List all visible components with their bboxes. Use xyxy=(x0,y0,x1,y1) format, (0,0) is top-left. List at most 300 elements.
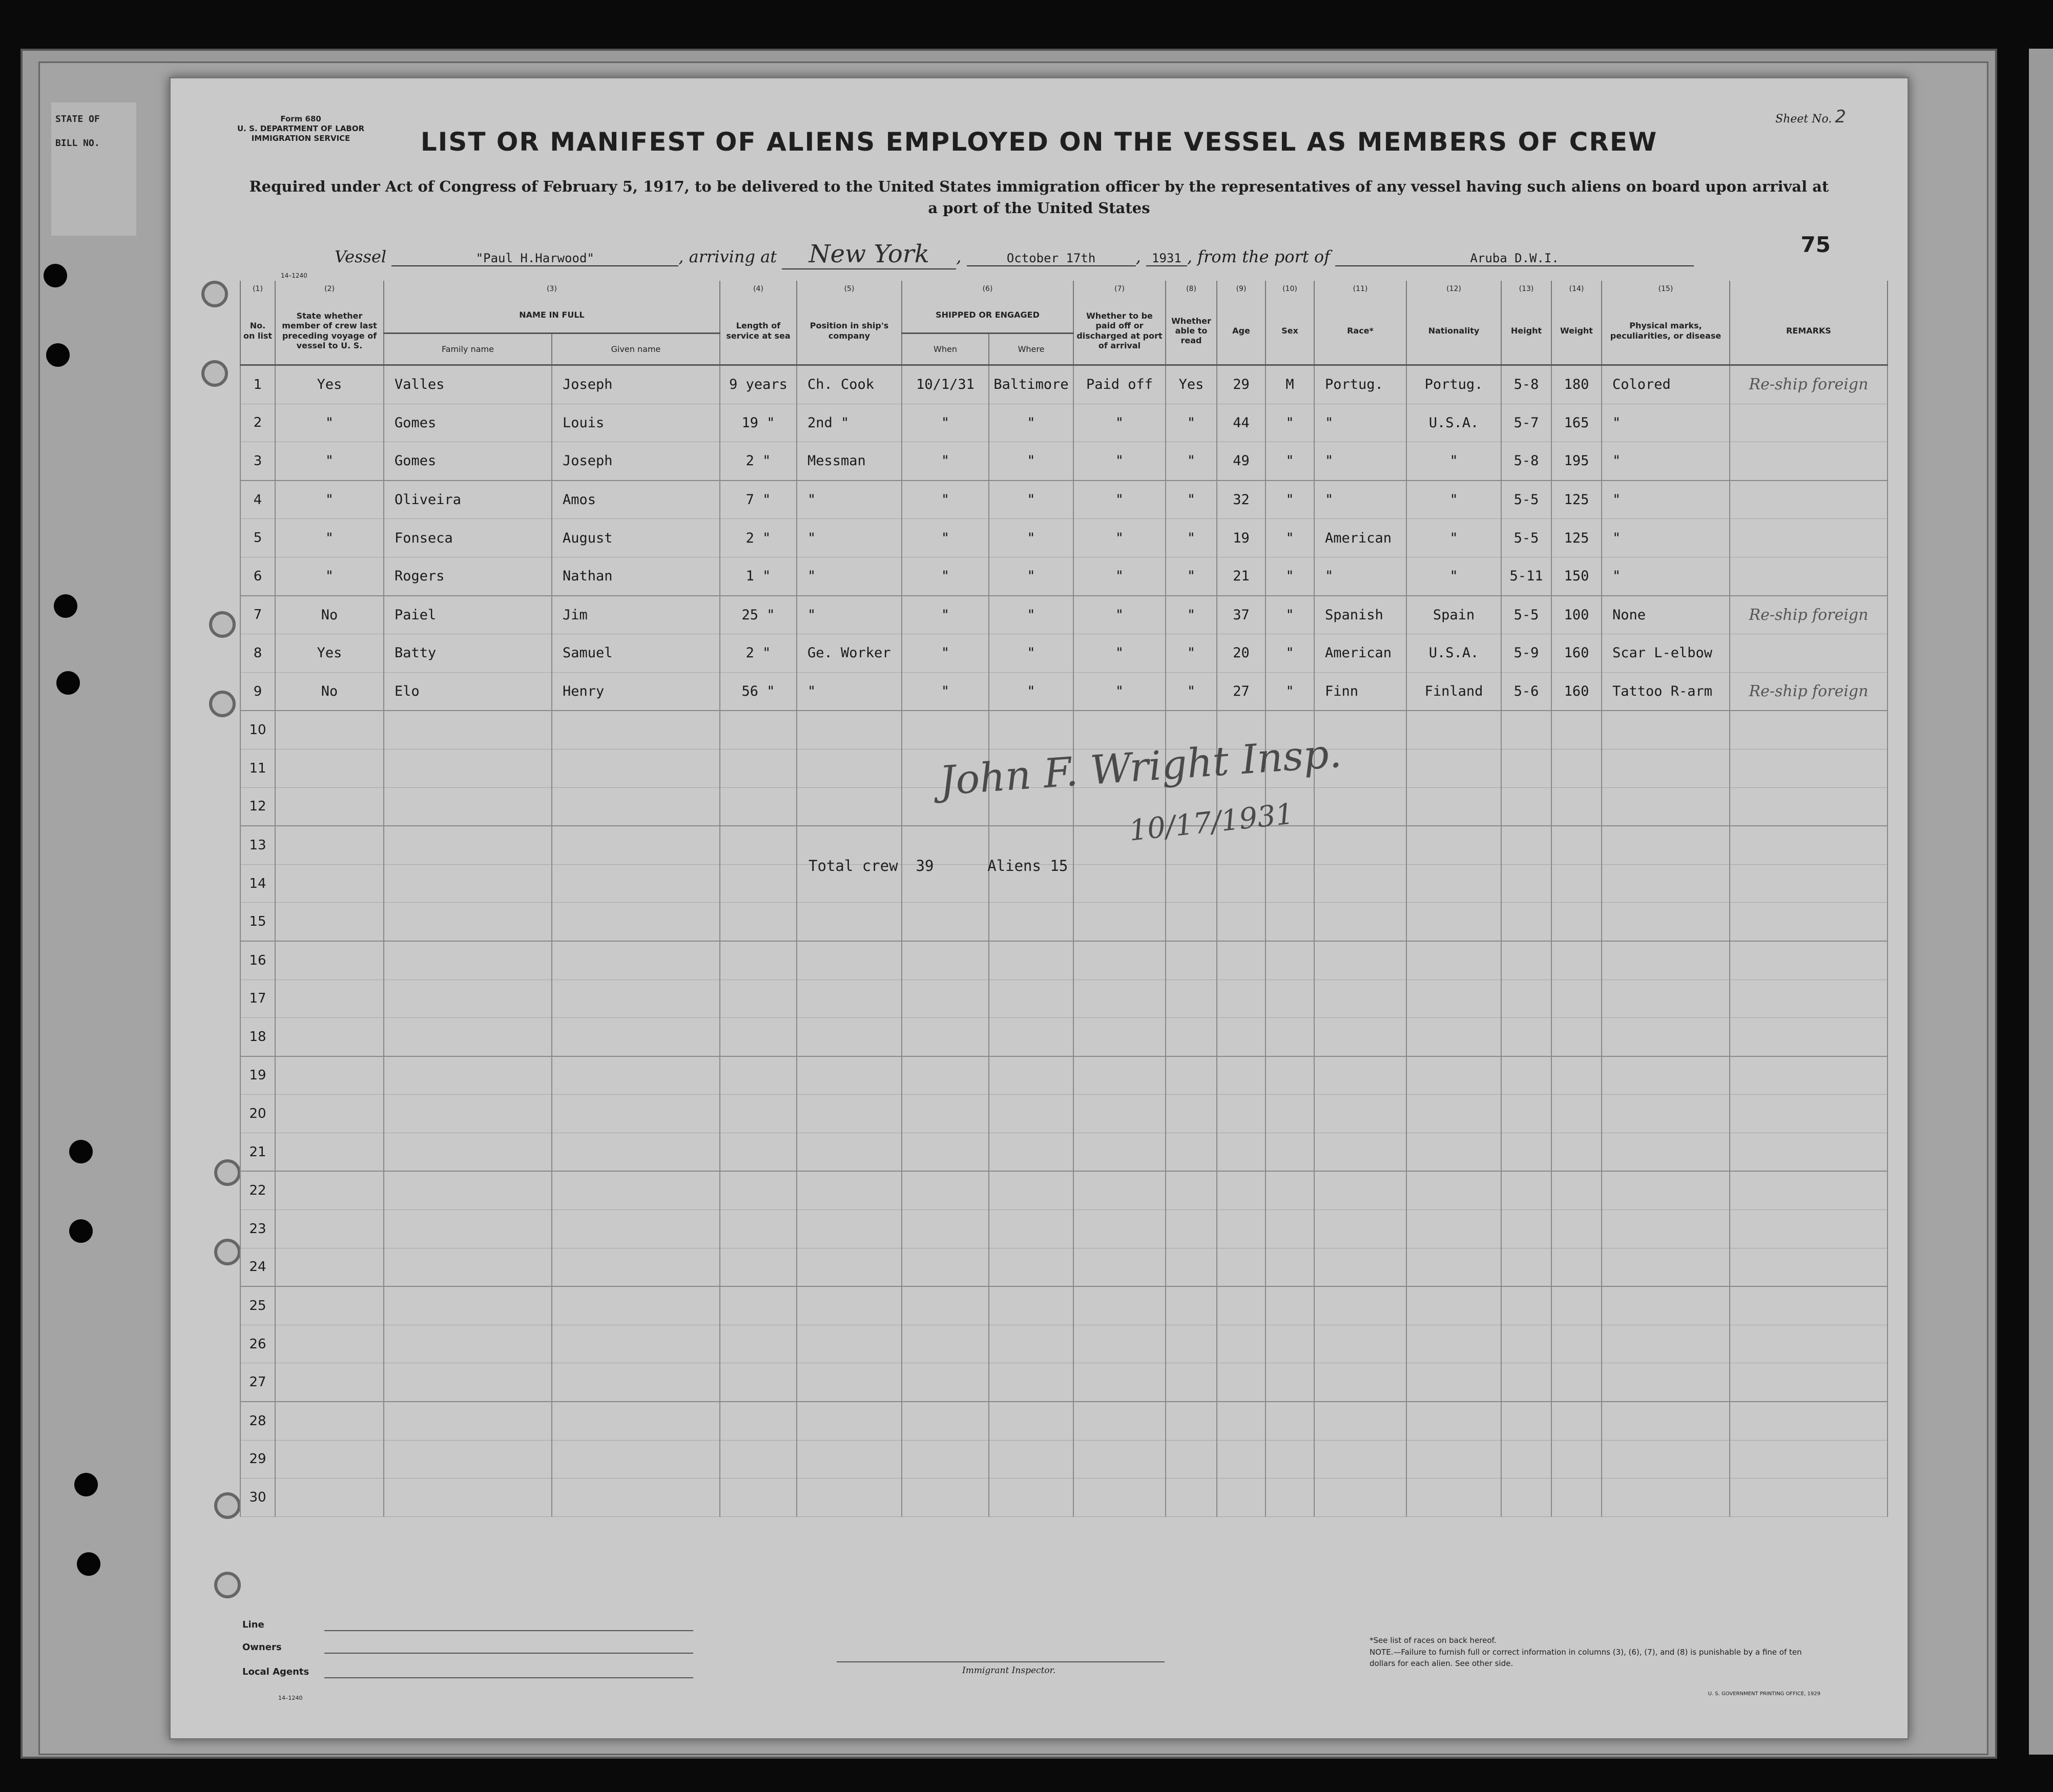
cell-where: " xyxy=(989,519,1073,557)
cell-read xyxy=(1166,864,1217,903)
cell-race xyxy=(1314,787,1406,826)
table-row xyxy=(240,634,1888,673)
cell-no: 1 xyxy=(240,365,275,404)
cell-read xyxy=(1166,1171,1217,1210)
cell-when: 10/1/31 xyxy=(902,365,989,404)
cell-marks: " xyxy=(1602,557,1730,595)
cell-remarks xyxy=(1730,1478,1888,1517)
cell-when: " xyxy=(902,442,989,481)
cell-weight xyxy=(1551,787,1602,826)
cell-paid xyxy=(1073,1325,1166,1363)
header-name-in-full: NAME IN FULL xyxy=(384,297,720,334)
sheet-number xyxy=(1775,107,1846,127)
cell-height: 5-8 xyxy=(1501,442,1551,481)
cell-service: 25 " xyxy=(720,596,797,634)
cell-paid xyxy=(1073,1248,1166,1286)
cell-sex xyxy=(1266,1210,1314,1248)
table-row-empty xyxy=(240,941,1888,980)
cell-position xyxy=(797,980,902,1018)
cell-age: 37 xyxy=(1217,596,1266,634)
cell-weight: 150 xyxy=(1551,557,1602,595)
cell-nationality xyxy=(1406,711,1501,749)
cell-family xyxy=(384,1478,552,1517)
cell-no: 30 xyxy=(240,1478,275,1517)
cell-paid xyxy=(1073,1056,1166,1095)
cell-no: 15 xyxy=(240,903,275,941)
cell-position xyxy=(797,787,902,826)
cell-age: 27 xyxy=(1217,672,1266,711)
cell-service xyxy=(720,711,797,749)
cell-given: Amos xyxy=(552,481,720,519)
cell-height: 5-5 xyxy=(1501,596,1551,634)
cell-family: Gomes xyxy=(384,404,552,442)
punch-ring xyxy=(214,1239,241,1265)
cell-when xyxy=(902,1440,989,1478)
header-age: Age xyxy=(1217,297,1266,365)
cell-sex: " xyxy=(1266,634,1314,673)
sheet-label: Sheet No. xyxy=(1775,113,1832,126)
cell-nationality xyxy=(1406,1402,1501,1440)
cell-remarks xyxy=(1730,1402,1888,1440)
cell-weight: 125 xyxy=(1551,519,1602,557)
cell-nationality: " xyxy=(1406,519,1501,557)
cell-crew xyxy=(275,1210,384,1248)
cell-paid: " xyxy=(1073,634,1166,673)
cell-family: Fonseca xyxy=(384,519,552,557)
cell-given: Samuel xyxy=(552,634,720,673)
cell-weight xyxy=(1551,1056,1602,1095)
cell-paid: " xyxy=(1073,481,1166,519)
cell-given: Joseph xyxy=(552,442,720,481)
cell-height xyxy=(1501,1478,1551,1517)
cell-no: 17 xyxy=(240,980,275,1018)
col-num-3: (3) xyxy=(384,281,720,297)
cell-family xyxy=(384,1056,552,1095)
cell-age xyxy=(1217,1133,1266,1171)
punch-ring xyxy=(214,1492,241,1519)
cell-given: Joseph xyxy=(552,365,720,404)
punch-ring xyxy=(201,360,228,387)
cell-given xyxy=(552,1363,720,1402)
cell-sex xyxy=(1266,903,1314,941)
cell-position: " xyxy=(797,672,902,711)
cell-position: " xyxy=(797,481,902,519)
cell-read xyxy=(1166,1210,1217,1248)
cell-no: 7 xyxy=(240,596,275,634)
cell-when xyxy=(902,1363,989,1402)
binder-hole xyxy=(56,671,80,695)
punch-ring xyxy=(214,1159,241,1186)
cell-position xyxy=(797,1248,902,1286)
cell-paid xyxy=(1073,1171,1166,1210)
cell-height xyxy=(1501,864,1551,903)
cell-read: " xyxy=(1166,442,1217,481)
cell-service xyxy=(720,1056,797,1095)
table-row-empty xyxy=(240,1248,1888,1286)
cell-nationality xyxy=(1406,903,1501,941)
cell-age xyxy=(1217,1325,1266,1363)
cell-read xyxy=(1166,1478,1217,1517)
cell-given: August xyxy=(552,519,720,557)
cell-marks: " xyxy=(1602,481,1730,519)
cell-crew xyxy=(275,903,384,941)
cell-position: Ch. Cook xyxy=(797,365,902,404)
cell-height xyxy=(1501,1248,1551,1286)
from-label: , from the port of xyxy=(1187,247,1330,266)
cell-no: 22 xyxy=(240,1171,275,1210)
cell-crew xyxy=(275,864,384,903)
punch-ring xyxy=(209,611,236,638)
table-row xyxy=(240,672,1888,711)
cell-age xyxy=(1217,1171,1266,1210)
cell-when xyxy=(902,1478,989,1517)
cell-marks xyxy=(1602,1210,1730,1248)
cell-service xyxy=(720,1478,797,1517)
cell-marks xyxy=(1602,711,1730,749)
cell-height: 5-7 xyxy=(1501,404,1551,442)
cell-position xyxy=(797,1095,902,1133)
header-sex: Sex xyxy=(1266,297,1314,365)
cell-no: 10 xyxy=(240,711,275,749)
cell-position xyxy=(797,1478,902,1517)
binder-hole xyxy=(69,1140,93,1163)
cell-nationality xyxy=(1406,1363,1501,1402)
stub-page-fragment xyxy=(51,102,136,236)
cell-age xyxy=(1217,864,1266,903)
cell-race: American xyxy=(1314,519,1406,557)
cell-remarks xyxy=(1730,404,1888,442)
cell-height xyxy=(1501,1133,1551,1171)
header-race: Race* xyxy=(1314,297,1406,365)
cell-weight xyxy=(1551,1248,1602,1286)
cell-where xyxy=(989,1402,1073,1440)
cell-weight xyxy=(1551,1171,1602,1210)
header-weight: Weight xyxy=(1551,297,1602,365)
cell-age xyxy=(1217,1440,1266,1478)
table-row-empty xyxy=(240,1171,1888,1210)
cell-family xyxy=(384,1095,552,1133)
cell-weight xyxy=(1551,711,1602,749)
cell-position xyxy=(797,1325,902,1363)
cell-race xyxy=(1314,1056,1406,1095)
table-row-empty xyxy=(240,903,1888,941)
cell-race xyxy=(1314,1325,1406,1363)
cell-remarks xyxy=(1730,941,1888,980)
cell-service xyxy=(720,1095,797,1133)
cell-age: 29 xyxy=(1217,365,1266,404)
cell-sex xyxy=(1266,1440,1314,1478)
col-num-13: (13) xyxy=(1501,281,1551,297)
cell-service: 56 " xyxy=(720,672,797,711)
cell-race xyxy=(1314,1171,1406,1210)
table-row-empty xyxy=(240,1210,1888,1248)
cell-sex xyxy=(1266,941,1314,980)
cell-read xyxy=(1166,941,1217,980)
cell-when xyxy=(902,1056,989,1095)
cell-nationality: U.S.A. xyxy=(1406,634,1501,673)
cell-no: 16 xyxy=(240,941,275,980)
cell-remarks xyxy=(1730,903,1888,941)
cell-position: Ge. Worker xyxy=(797,634,902,673)
cell-service xyxy=(720,980,797,1018)
cell-race xyxy=(1314,1402,1406,1440)
cell-given xyxy=(552,980,720,1018)
cell-family xyxy=(384,980,552,1018)
cell-no: 23 xyxy=(240,1210,275,1248)
cell-age xyxy=(1217,941,1266,980)
crew-manifest-table xyxy=(240,281,1888,1517)
cell-race: American xyxy=(1314,634,1406,673)
cell-read: " xyxy=(1166,634,1217,673)
cell-height: 5-8 xyxy=(1501,365,1551,404)
cell-read: " xyxy=(1166,596,1217,634)
cell-where xyxy=(989,941,1073,980)
cell-paid xyxy=(1073,1440,1166,1478)
cell-read xyxy=(1166,1248,1217,1286)
header-given-name: Given name xyxy=(552,334,720,365)
cell-when xyxy=(902,1248,989,1286)
cell-remarks xyxy=(1730,980,1888,1018)
table-row xyxy=(240,557,1888,595)
col-num-remarks xyxy=(1730,281,1888,297)
cell-nationality xyxy=(1406,1440,1501,1478)
cell-marks xyxy=(1602,1478,1730,1517)
page-subtitle: Required under Act of Congress of February 5, 1917, to be delivered to the United States immigration officer by the representatives of any vessel having such aliens on board upon arrival at a port of the United States xyxy=(249,178,1829,217)
cell-crew xyxy=(275,1325,384,1363)
cell-weight xyxy=(1551,1210,1602,1248)
cell-position xyxy=(797,1440,902,1478)
cell-weight xyxy=(1551,941,1602,980)
table-row-empty xyxy=(240,1478,1888,1517)
cell-where: " xyxy=(989,442,1073,481)
cell-sex xyxy=(1266,1363,1314,1402)
cell-paid: " xyxy=(1073,519,1166,557)
cell-no: 4 xyxy=(240,481,275,519)
cell-family xyxy=(384,1248,552,1286)
inspector-signature: John F. Wright Insp. xyxy=(938,730,1343,805)
cell-weight: 180 xyxy=(1551,365,1602,404)
cell-height: 5-11 xyxy=(1501,557,1551,595)
cell-nationality xyxy=(1406,1248,1501,1286)
cell-family xyxy=(384,1363,552,1402)
arrival-port: New York xyxy=(782,240,956,269)
printing-office: U. S. GOVERNMENT PRINTING OFFICE, 1929 xyxy=(1708,1691,1820,1697)
form-code: 14–1240 xyxy=(281,272,307,279)
cell-height xyxy=(1501,826,1551,864)
cell-paid: " xyxy=(1073,672,1166,711)
header-height: Height xyxy=(1501,297,1551,365)
cell-when xyxy=(902,1210,989,1248)
cell-no: 5 xyxy=(240,519,275,557)
cell-nationality xyxy=(1406,1133,1501,1171)
cell-when: " xyxy=(902,481,989,519)
cell-where xyxy=(989,1133,1073,1171)
cell-crew xyxy=(275,826,384,864)
col-num-2: (2) xyxy=(275,281,384,297)
col-num-12: (12) xyxy=(1406,281,1501,297)
cell-sex xyxy=(1266,1402,1314,1440)
cell-given xyxy=(552,749,720,787)
cell-remarks xyxy=(1730,1325,1888,1363)
cell-position xyxy=(797,711,902,749)
cell-weight: 165 xyxy=(1551,404,1602,442)
cell-family xyxy=(384,1440,552,1478)
cell-given xyxy=(552,941,720,980)
cell-when xyxy=(902,1402,989,1440)
cell-position: " xyxy=(797,557,902,595)
cell-marks xyxy=(1602,1018,1730,1056)
cell-race: Finn xyxy=(1314,672,1406,711)
cell-nationality: " xyxy=(1406,481,1501,519)
cell-remarks xyxy=(1730,749,1888,787)
cell-family: Batty xyxy=(384,634,552,673)
cell-service xyxy=(720,749,797,787)
cell-paid xyxy=(1073,864,1166,903)
cell-paid: " xyxy=(1073,596,1166,634)
cell-when xyxy=(902,903,989,941)
cell-family xyxy=(384,711,552,749)
cell-sex: " xyxy=(1266,442,1314,481)
cell-no: 27 xyxy=(240,1363,275,1402)
cell-marks: Colored xyxy=(1602,365,1730,404)
cell-position xyxy=(797,903,902,941)
cell-sex xyxy=(1266,980,1314,1018)
crew-totals: Total crew 39 Aliens 15 xyxy=(808,857,1068,874)
cell-race xyxy=(1314,1133,1406,1171)
cell-read: " xyxy=(1166,519,1217,557)
table-row-empty xyxy=(240,1056,1888,1095)
cell-given xyxy=(552,903,720,941)
cell-marks xyxy=(1602,980,1730,1018)
cell-remarks xyxy=(1730,826,1888,864)
line-label: Line xyxy=(242,1619,264,1630)
cell-given xyxy=(552,1171,720,1210)
cell-position: " xyxy=(797,596,902,634)
cell-weight xyxy=(1551,1018,1602,1056)
cell-read xyxy=(1166,1286,1217,1325)
cell-race: " xyxy=(1314,557,1406,595)
cell-read xyxy=(1166,1402,1217,1440)
cell-where: Baltimore xyxy=(989,365,1073,404)
cell-height xyxy=(1501,1171,1551,1210)
cell-remarks xyxy=(1730,864,1888,903)
cell-sex xyxy=(1266,1018,1314,1056)
cell-crew xyxy=(275,749,384,787)
cell-nationality xyxy=(1406,864,1501,903)
cell-race xyxy=(1314,1363,1406,1402)
cell-given xyxy=(552,1133,720,1171)
cell-marks: Scar L-elbow xyxy=(1602,634,1730,673)
header-where: Where xyxy=(989,334,1073,365)
line-rule xyxy=(324,1630,693,1631)
cell-no: 24 xyxy=(240,1248,275,1286)
cell-service xyxy=(720,787,797,826)
cell-when: " xyxy=(902,672,989,711)
cell-service xyxy=(720,826,797,864)
cell-position xyxy=(797,1210,902,1248)
manifest-body xyxy=(240,365,1888,1517)
cell-remarks xyxy=(1730,1095,1888,1133)
cell-race xyxy=(1314,1286,1406,1325)
cell-paid xyxy=(1073,1402,1166,1440)
cell-read: " xyxy=(1166,672,1217,711)
header-able-read: Whether able to read xyxy=(1166,297,1217,365)
cell-nationality: " xyxy=(1406,442,1501,481)
form-footer xyxy=(242,1615,1882,1718)
cell-given xyxy=(552,1440,720,1478)
table-row-empty xyxy=(240,1363,1888,1402)
cell-when xyxy=(902,1133,989,1171)
cell-remarks xyxy=(1730,634,1888,673)
table-row-empty xyxy=(240,1133,1888,1171)
cell-marks: Tattoo R-arm xyxy=(1602,672,1730,711)
cell-no: 9 xyxy=(240,672,275,711)
cell-race xyxy=(1314,1018,1406,1056)
header-paid-off: Whether to be paid off or discharged at port of arrival xyxy=(1073,297,1166,365)
cell-age: 49 xyxy=(1217,442,1266,481)
cell-height xyxy=(1501,1095,1551,1133)
cell-weight: 160 xyxy=(1551,672,1602,711)
cell-race xyxy=(1314,1095,1406,1133)
cell-nationality: Finland xyxy=(1406,672,1501,711)
cell-crew xyxy=(275,1095,384,1133)
cell-nationality: Portug. xyxy=(1406,365,1501,404)
cell-no: 12 xyxy=(240,787,275,826)
page-number: 75 xyxy=(1800,232,1831,257)
owners-label: Owners xyxy=(242,1642,282,1653)
cell-where: " xyxy=(989,634,1073,673)
cell-crew: " xyxy=(275,557,384,595)
col-num-11: (11) xyxy=(1314,281,1406,297)
cell-no: 28 xyxy=(240,1402,275,1440)
cell-crew xyxy=(275,1286,384,1325)
cell-when xyxy=(902,980,989,1018)
cell-sex: " xyxy=(1266,404,1314,442)
cell-remarks xyxy=(1730,1440,1888,1478)
cell-when xyxy=(902,1325,989,1363)
table-row-empty xyxy=(240,1440,1888,1478)
cell-marks: None xyxy=(1602,596,1730,634)
cell-weight xyxy=(1551,980,1602,1018)
cell-crew: No xyxy=(275,596,384,634)
binder-hole xyxy=(44,264,67,287)
cell-remarks: Re-ship foreign xyxy=(1730,596,1888,634)
cell-position xyxy=(797,941,902,980)
cell-sex xyxy=(1266,1056,1314,1095)
cell-weight: 125 xyxy=(1551,481,1602,519)
cell-when xyxy=(902,1286,989,1325)
cell-read: " xyxy=(1166,481,1217,519)
department-name: U. S. DEPARTMENT OF LABOR xyxy=(237,123,365,133)
cell-family: Valles xyxy=(384,365,552,404)
cell-race xyxy=(1314,1478,1406,1517)
col-num-15: (15) xyxy=(1602,281,1730,297)
cell-sex: " xyxy=(1266,672,1314,711)
stub-line-1: STATE OF xyxy=(55,114,100,124)
cell-given xyxy=(552,1325,720,1363)
cell-where xyxy=(989,711,1073,749)
cell-where: " xyxy=(989,672,1073,711)
cell-height xyxy=(1501,1018,1551,1056)
cell-race xyxy=(1314,864,1406,903)
cell-remarks xyxy=(1730,1248,1888,1286)
cell-no: 2 xyxy=(240,404,275,442)
stub-line-2: BILL NO. xyxy=(55,137,100,149)
table-row-empty xyxy=(240,1095,1888,1133)
cell-given xyxy=(552,1286,720,1325)
cell-remarks xyxy=(1730,481,1888,519)
cell-age xyxy=(1217,1018,1266,1056)
